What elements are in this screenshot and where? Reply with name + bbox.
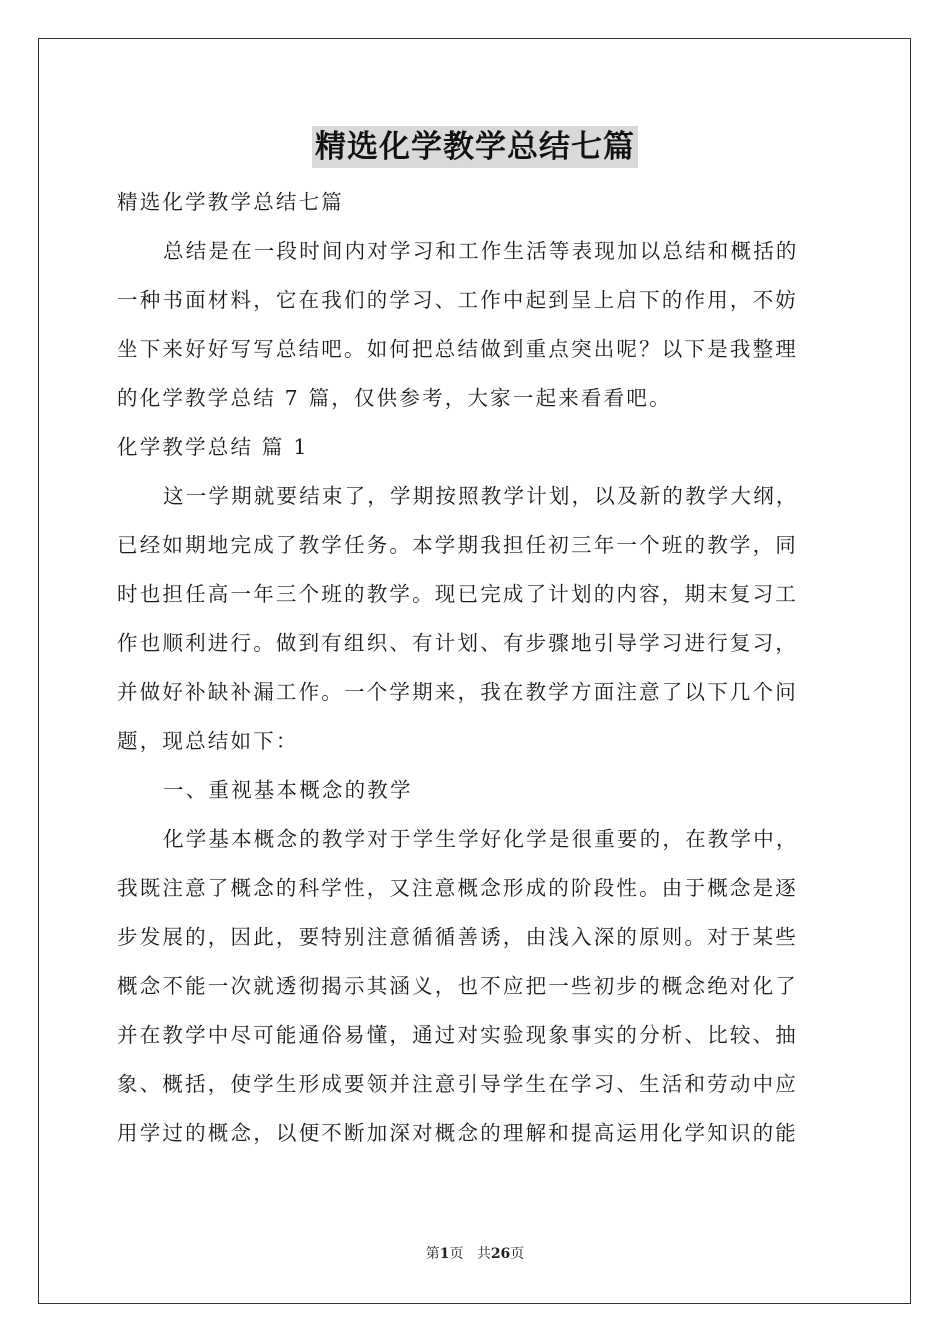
text-line: 的化学教学总结 7 篇，仅供参考，大家一起来看看吧。 <box>117 386 672 410</box>
page-footer <box>0 1244 950 1264</box>
text-line: 已经如期地完成了教学任务。本学期我担任初三年一个班的教学，同 <box>117 533 798 557</box>
title-container <box>0 126 950 168</box>
text-line: 时也担任高一年三个班的教学。现已完成了计划的内容，期末复习工 <box>117 582 798 606</box>
text-line: 精选化学教学总结七篇 <box>117 190 344 214</box>
text-line: 这一学期就要结束了，学期按照教学计划，以及新的教学大纲， <box>163 484 799 508</box>
text-line: 用学过的概念，以便不断加深对概念的理解和提高运用化学知识的能 <box>117 1121 798 1145</box>
text-line: 象、概括，使学生形成要领并注意引导学生在学习、生活和劳动中应 <box>117 1072 798 1096</box>
current-page-number: 1 <box>439 1246 450 1262</box>
text-line: 一种书面材料，它在我们的学习、工作中起到呈上启下的作用，不妨 <box>117 288 798 312</box>
text-line: 作也顺利进行。做到有组织、有计划、有步骤地引导学习进行复习， <box>117 631 798 655</box>
total-prefix: 共 <box>476 1246 491 1262</box>
document-body <box>117 178 833 1158</box>
total-page-count: 26 <box>490 1246 511 1262</box>
text-line: 并做好补缺补漏工作。一个学期来，我在教学方面注意了以下几个问 <box>117 680 798 704</box>
text-line: 步发展的，因此，要特别注意循循善诱，由浅入深的原则。对于某些 <box>117 925 798 949</box>
text-line: 并在教学中尽可能通俗易懂，通过对实验现象事实的分析、比较、抽 <box>117 1023 798 1047</box>
page-suffix: 页 <box>449 1246 464 1262</box>
text-line: 化学教学总结 篇 1 <box>117 435 309 459</box>
text-line: 化学基本概念的教学对于学生学好化学是很重要的，在教学中， <box>163 827 799 851</box>
text-line: 坐下来好好写写总结吧。如何把总结做到重点突出呢？以下是我整理 <box>117 337 798 361</box>
text-line: 概念不能一次就透彻揭示其涵义，也不应把一些初步的概念绝对化了 <box>117 974 798 998</box>
text-line: 一、重视基本概念的教学 <box>163 778 413 802</box>
text-line: 我既注意了概念的科学性，又注意概念形成的阶段性。由于概念是逐 <box>117 876 798 900</box>
document-title: 精选化学教学总结七篇 <box>312 126 638 168</box>
text-line: 题，现总结如下： <box>117 729 299 753</box>
page-prefix: 第 <box>425 1246 440 1262</box>
text-line: 总结是在一段时间内对学习和工作生活等表现加以总结和概括的 <box>163 239 799 263</box>
total-suffix: 页 <box>510 1246 525 1262</box>
